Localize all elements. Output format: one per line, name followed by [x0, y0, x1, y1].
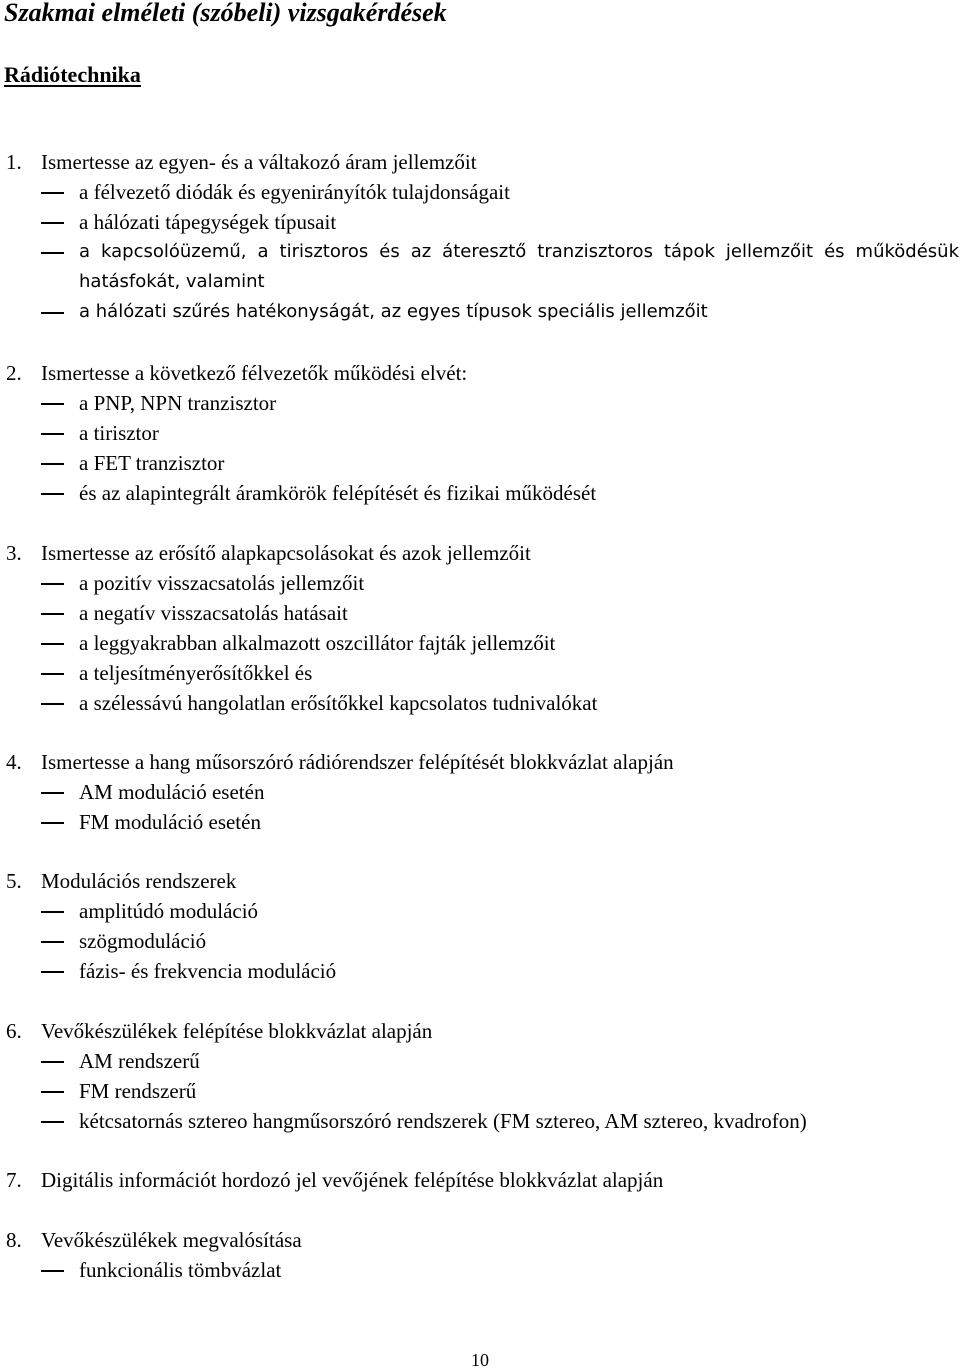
question-header	[0, 866, 960, 896]
dash-bullet-icon	[41, 493, 64, 495]
question-header	[0, 147, 960, 177]
question-header	[0, 1225, 960, 1255]
question-text: Ismertesse az egyen- és a váltakozó áram jellemzőit	[41, 150, 477, 174]
dash-bullet-icon	[41, 1061, 64, 1063]
list-item	[0, 628, 960, 658]
dash-bullet-icon	[41, 252, 64, 254]
dash-bullet-icon	[41, 822, 64, 824]
question-header	[0, 1165, 960, 1195]
question-text: Digitális információt hordozó jel vevőjének felépítése blokkvázlat alapján	[41, 1168, 664, 1192]
list-item-text: a teljesítményerősítőkkel és	[79, 661, 313, 685]
dash-bullet-icon	[41, 703, 64, 705]
list-item-text: a pozitív visszacsatolás jellemzőit	[79, 571, 365, 595]
dash-bullet-icon	[41, 192, 64, 194]
list-item-text: és az alapintegrált áramkörök felépítését és fizikai működését	[79, 481, 597, 505]
question-text: Ismertesse a hang műsorszóró rádiórendszer felépítését blokkvázlat alapján	[41, 750, 674, 774]
dash-bullet-icon	[41, 1270, 64, 1272]
list-item	[0, 448, 960, 478]
list-item	[0, 896, 960, 926]
list-item-text: kétcsatornás sztereo hangműsorszóró rendszerek (FM sztereo, AM sztereo, kvadrofon)	[79, 1109, 807, 1133]
dash-bullet-icon	[41, 792, 64, 794]
list-item	[0, 388, 960, 418]
list-item-text: a hálózati szűrés hatékonyságát, az egyes típusok speciális jellemzőit	[79, 301, 708, 322]
dash-bullet-icon	[41, 433, 64, 435]
dash-bullet-icon	[41, 911, 64, 913]
list-item	[0, 568, 960, 598]
page-title: Szakmai elméleti (szóbeli) vizsgakérdések	[4, 0, 447, 27]
list-item	[0, 688, 960, 718]
list-item-text: amplitúdó moduláció	[79, 899, 259, 923]
list-item	[0, 418, 960, 448]
list-item-text: a kapcsolóüzemű, a tirisztoros és az áteresztő tranzisztoros tápok jellemzőit és működésük hatásfokát, valamint	[79, 241, 959, 292]
list-item-text: szögmoduláció	[79, 929, 207, 953]
list-item	[0, 658, 960, 688]
dash-bullet-icon	[41, 222, 64, 224]
question-header	[0, 538, 960, 568]
list-item-text: AM moduláció esetén	[79, 780, 265, 804]
list-item	[0, 1106, 960, 1136]
list-item-text: a hálózati tápegységek típusait	[79, 210, 337, 234]
list-item-text: a leggyakrabban alkalmazott oszcillátor fajták jellemzőit	[79, 631, 556, 655]
question-text: Ismertesse a következő félvezetők működési elvét:	[41, 361, 468, 385]
question-text: Vevőkészülékek felépítése blokkvázlat alapján	[41, 1019, 433, 1043]
question-4	[0, 747, 960, 837]
list-item-text: a PNP, NPN tranzisztor	[79, 391, 277, 415]
question-number: 2.	[6, 361, 22, 385]
list-item-text: a FET tranzisztor	[79, 451, 225, 475]
dash-bullet-icon	[41, 673, 64, 675]
question-number: 1.	[6, 150, 22, 174]
question-6	[0, 1016, 960, 1136]
question-text: Modulációs rendszerek	[41, 869, 237, 893]
question-number: 7.	[6, 1168, 22, 1192]
list-item	[0, 1076, 960, 1106]
question-number: 8.	[6, 1228, 22, 1252]
question-7	[0, 1165, 960, 1195]
subject-heading: Rádiótechnika	[4, 62, 141, 87]
dash-bullet-icon	[41, 403, 64, 405]
question-text: Vevőkészülékek megvalósítása	[41, 1228, 302, 1252]
dash-bullet-icon	[41, 583, 64, 585]
question-header	[0, 358, 960, 388]
page-number: 10	[471, 1350, 489, 1370]
list-item	[0, 1046, 960, 1076]
list-item	[0, 926, 960, 956]
list-item	[0, 807, 960, 837]
list-item-text: a tirisztor	[79, 421, 159, 445]
list-item-text: AM rendszerű	[79, 1049, 200, 1073]
list-item	[0, 598, 960, 628]
list-item-text: funkcionális tömbvázlat	[79, 1258, 282, 1282]
list-item	[0, 478, 960, 508]
question-number: 3.	[6, 541, 22, 565]
question-header	[0, 1016, 960, 1046]
question-number: 6.	[6, 1019, 22, 1043]
question-2	[0, 358, 960, 508]
list-item-text: a félvezető diódák és egyenirányítók tulajdonságait	[79, 180, 510, 204]
question-number: 5.	[6, 869, 22, 893]
list-item	[0, 207, 960, 237]
question-5	[0, 866, 960, 986]
question-8	[0, 1225, 960, 1285]
list-item	[0, 777, 960, 807]
question-header	[0, 747, 960, 777]
list-item	[0, 177, 960, 207]
dash-bullet-icon	[41, 643, 64, 645]
list-item-text: FM moduláció esetén	[79, 810, 261, 834]
list-item	[0, 297, 960, 327]
list-item	[0, 1255, 960, 1285]
list-item-text: FM rendszerű	[79, 1079, 197, 1103]
dash-bullet-icon	[41, 463, 64, 465]
dash-bullet-icon	[41, 941, 64, 943]
question-3	[0, 538, 960, 718]
dash-bullet-icon	[41, 1091, 64, 1093]
question-number: 4.	[6, 750, 22, 774]
dash-bullet-icon	[41, 312, 64, 314]
dash-bullet-icon	[41, 613, 64, 615]
question-1	[0, 147, 960, 327]
list-item-text: a szélessávú hangolatlan erősítőkkel kapcsolatos tudnivalókat	[79, 691, 598, 715]
list-item	[0, 237, 960, 297]
list-item-text: fázis- és frekvencia moduláció	[79, 959, 337, 983]
question-text: Ismertesse az erősítő alapkapcsolásokat és azok jellemzőit	[41, 541, 531, 565]
list-item	[0, 956, 960, 986]
list-item-text: a negatív visszacsatolás hatásait	[79, 601, 348, 625]
dash-bullet-icon	[41, 971, 64, 973]
dash-bullet-icon	[41, 1121, 64, 1123]
